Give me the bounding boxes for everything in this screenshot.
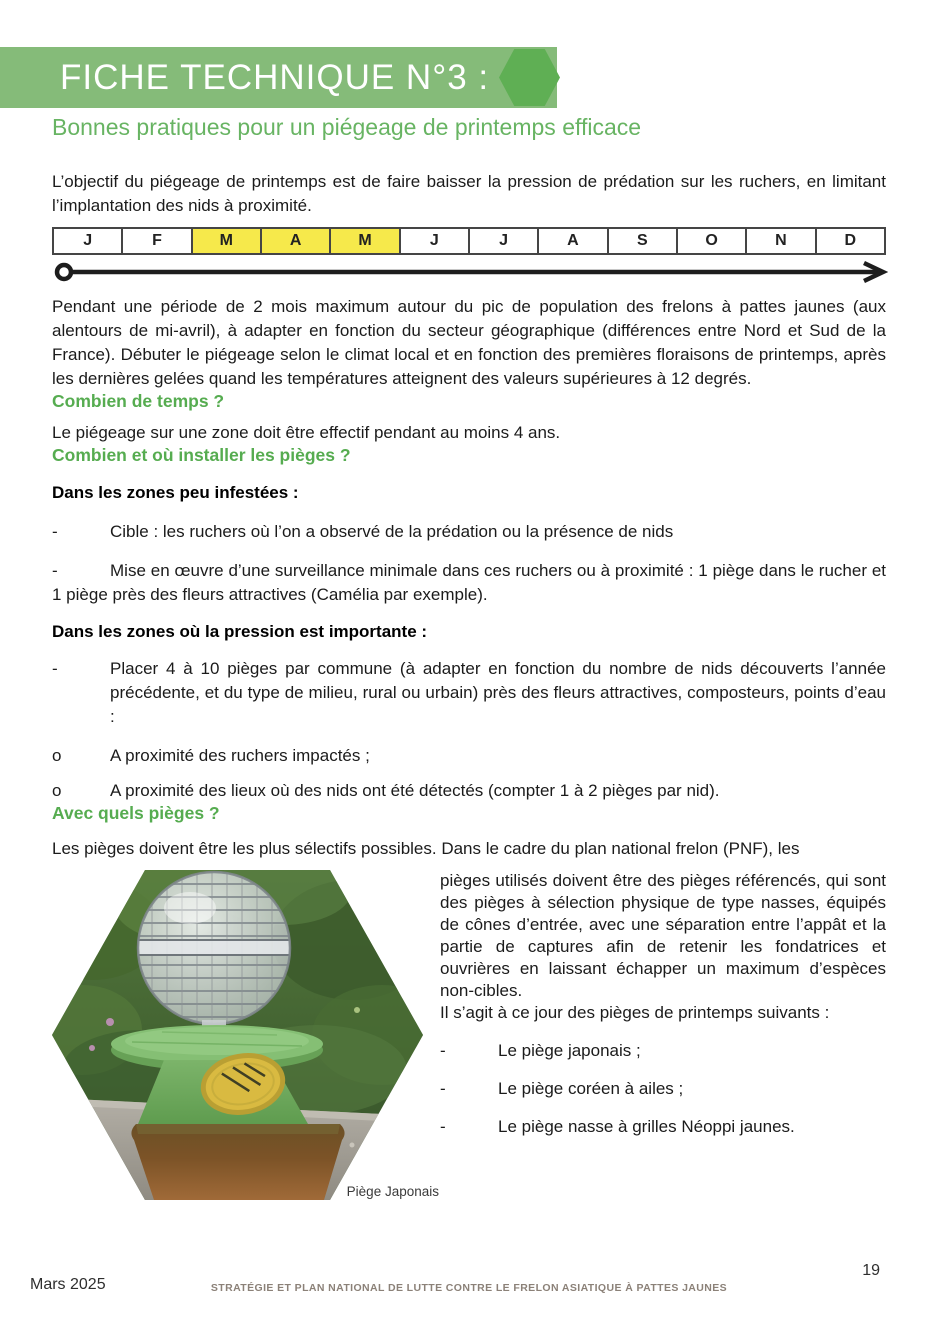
heading-which-traps: Avec quels pièges ? <box>52 803 220 823</box>
month-label: J <box>83 232 93 249</box>
trap-text-column <box>437 870 886 1202</box>
bullet-marker: - <box>52 561 58 580</box>
japanese-trap-image <box>52 870 423 1200</box>
list-item <box>52 559 886 607</box>
bullet-marker: o <box>52 781 62 800</box>
subhead-high-zone: Dans les zones où la pression est importante : <box>52 622 428 641</box>
bullet-text: Le piège coréen à ailes ; <box>498 1079 684 1098</box>
list-item <box>440 1078 886 1100</box>
header-band <box>0 47 557 108</box>
month-cell <box>329 227 400 255</box>
trap-list-intro: Il s’agit à ce jour des pièges de printemps suivants : <box>440 1003 830 1022</box>
list-item <box>440 1040 886 1062</box>
bullet-text: A proximité des lieux où des nids ont été détectés (compter 1 à 2 pièges par nid). <box>110 781 720 800</box>
month-label: N <box>775 232 787 249</box>
period-paragraph: Pendant une période de 2 mois maximum autour du pic de population des frelons à pattes jaunes (aux alentours de mi-avril), à adapter en fonction du secteur géographique (différences entre Nord et Sud de la France). Débuter le piégeage selon le climat local et en fonction des premières floraisons de printemps, après les dernières gelées quand les températures atteignent des valeurs supérieures à 12 degrés. <box>52 297 886 388</box>
month-cell <box>745 227 816 255</box>
main-content <box>52 170 886 1202</box>
bullet-text: Le piège japonais ; <box>498 1041 641 1060</box>
month-label: A <box>567 232 579 249</box>
month-label: S <box>636 232 648 249</box>
page-title: FICHE TECHNIQUE N°3 : <box>60 58 490 97</box>
bullet-text: Mise en œuvre d’une surveillance minimale dans ces ruchers ou à proximité : 1 piège dans le rucher et 1 piège près des fleurs attractives (Camélia par exemple). <box>52 561 886 604</box>
month-cell <box>815 227 886 255</box>
bullet-text: A proximité des ruchers impactés ; <box>110 746 370 765</box>
bullet-marker: o <box>52 746 62 765</box>
subhead-low-zone: Dans les zones peu infestées : <box>52 483 299 502</box>
bullet-marker: - <box>440 1117 446 1136</box>
month-cell <box>537 227 608 255</box>
month-cell <box>52 227 123 255</box>
bullet-marker: - <box>52 659 58 678</box>
month-cell <box>121 227 192 255</box>
bullet-marker: - <box>440 1041 446 1060</box>
which-intro-line: Les pièges doivent être les plus sélectifs possibles. Dans le cadre du plan national frelon (PNF), les <box>52 839 800 858</box>
month-label: M <box>219 232 233 249</box>
trap-section <box>52 870 886 1202</box>
month-cell <box>676 227 747 255</box>
figure-caption: Piège Japonais <box>346 1184 439 1199</box>
month-cell <box>191 227 262 255</box>
heading-where: Combien et où installer les pièges ? <box>52 445 351 465</box>
list-item <box>52 744 886 768</box>
month-cell <box>260 227 331 255</box>
footer-date: Mars 2025 <box>30 1276 106 1293</box>
month-label: A <box>289 232 302 249</box>
month-label: J <box>429 232 439 249</box>
trap-photo <box>52 870 437 1202</box>
page-subtitle: Bonnes pratiques pour un piégeage de printemps efficace <box>52 114 642 140</box>
which-continuation: pièges utilisés doivent être des pièges référencés, qui sont des pièges à sélection physique de type nasses, équipés de cônes d’entrée, avec une séparation entre l’appât et la partie de captures afin de retenir les fondatrices et ouvrières en laissant échapper un maximum d’espèces non-cibles. <box>440 871 886 1000</box>
intro-paragraph: L’objectif du piégeage de printemps est de faire baisser la pression de prédation sur les ruchers, en limitant l’implantation des nids à proximité. <box>52 172 886 215</box>
page-number: 19 <box>862 1262 880 1279</box>
list-item <box>52 657 886 729</box>
month-label: M <box>358 232 372 249</box>
footer-title: STRATÉGIE ET PLAN NATIONAL DE LUTTE CONTRE LE FRELON ASIATIQUE À PATTES JAUNES <box>210 1282 728 1294</box>
list-item <box>440 1116 886 1138</box>
month-label: D <box>844 232 857 249</box>
bullet-marker: - <box>52 522 58 541</box>
bullet-text: Le piège nasse à grilles Néoppi jaunes. <box>498 1117 795 1136</box>
month-label: F <box>152 232 162 249</box>
bullet-text: Cible : les ruchers où l’on a observé de la prédation ou la présence de nids <box>110 522 674 541</box>
months-calendar <box>52 227 886 255</box>
month-cell <box>468 227 539 255</box>
month-label: O <box>705 232 718 249</box>
heading-duration: Combien de temps ? <box>52 391 225 411</box>
month-label: J <box>499 232 509 249</box>
month-cell <box>607 227 678 255</box>
list-item <box>52 520 886 544</box>
timeline-arrow-icon <box>52 260 888 284</box>
duration-paragraph: Le piégeage sur une zone doit être effectif pendant au moins 4 ans. <box>52 423 561 442</box>
list-item <box>52 779 886 803</box>
month-cell <box>399 227 470 255</box>
bullet-marker: - <box>440 1079 446 1098</box>
bullet-text: Placer 4 à 10 pièges par commune (à adapter en fonction du nombre de nids découverts l’année précédente, et du type de milieu, rural ou urbain) près des fleurs attractives, composteurs, points d’eau : <box>110 659 886 726</box>
